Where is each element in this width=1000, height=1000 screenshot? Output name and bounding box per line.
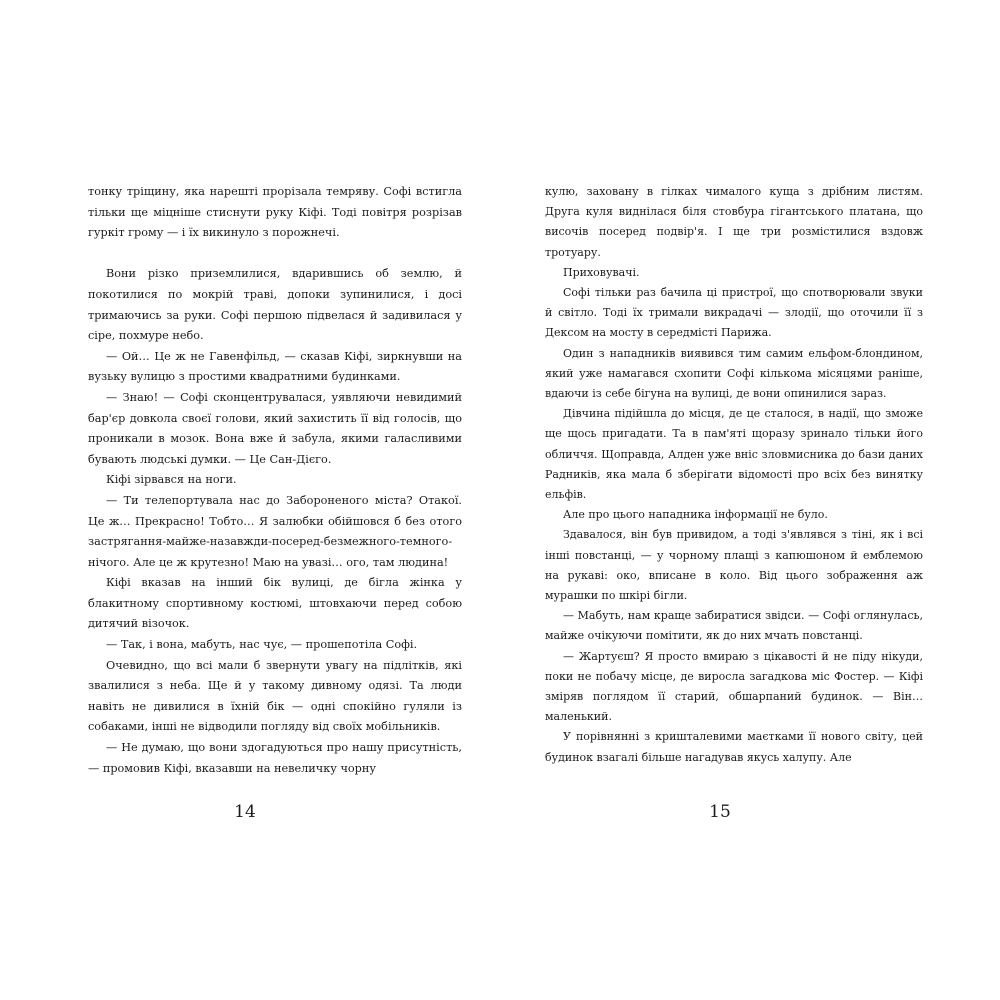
- page-number: 15: [709, 802, 731, 822]
- paragraph: Приховувачі.: [563, 265, 640, 279]
- paragraph: — Знаю! — Софі сконцентрувалася, уявляючи невидимий бар'єр довкола своєї голови, який захистить її від голосів, що проникали в мозок. Вона вже й забула, якими галасливими бувають людські думки. — Це Сан-Дієго.: [88, 390, 462, 466]
- paragraph: Один з нападників виявився тим самим ельфом-блондином, який уже намагався схопити Софі кількома місяцями раніше, вдаючи із себе бігуна на вулиці, де вони опинилися зараз.: [545, 346, 923, 401]
- paragraph: Софі тільки раз бачила ці пристрої, що спотворювали звуки й світло. Тоді їх тримали викрадачі — злодії, що оточили її з Дексом на мосту в середмісті Парижа.: [545, 286, 923, 340]
- paragraph: — Ой… Це ж не Гавенфільд, — сказав Кіфі, зиркнувши на вузьку вулицю з простими квадратними будинками.: [88, 349, 462, 384]
- paragraph: — Так, і вона, мабуть, нас чує, — прошепотіла Софі.: [106, 638, 418, 652]
- paragraph: — Не думаю, що вони здогадуються про нашу присутність, — промовив Кіфі, вказавши на невеличку чорну: [88, 741, 462, 775]
- left-page: [88, 182, 462, 779]
- page-number: 14: [234, 802, 256, 822]
- paragraph: Але про цього нападника інформації не було.: [563, 508, 828, 522]
- paragraph: Кіфі зірвався на ноги.: [106, 473, 237, 487]
- paragraph: Здавалося, він був привидом, а тоді з'являвся з тіні, як і всі інші повстанці, — у чорному плащі з капюшоном й емблемою на рукаві: око, вписане в коло. Від цього зображення аж мурашки по шкірі бігли.: [545, 528, 923, 603]
- paragraph: Вони різко приземлилися, вдарившись об землю, й покотилися по мокрій траві, допоки зупинилися, і досі тримаючись за руки. Софі першою підвелася й задивилася у сіре, похмуре небо.: [88, 267, 462, 343]
- paragraph: кулю, заховану в гілках чималого куща з дрібним листям. Друга куля виднілася біля стовбура гігантського платана, що височів посеред подвір'я. І ще три розмістилися вздовж тротуару.: [545, 185, 923, 259]
- paragraph: — Жартуєш? Я просто вмираю з цікавості й не піду нікуди, поки не побачу місце, де виросла загадкова міс Фостер. — Кіфі зміряв поглядом її старий, обшарпаний будинок. — Він… маленький.: [545, 649, 923, 724]
- right-page: [545, 182, 923, 768]
- paragraph: У порівнянні з кришталевими маєтками її нового світу, цей будинок взагалі більше нагадував якусь халупу. Але: [545, 730, 923, 764]
- paragraph: Очевидно, що всі мали б звернути увагу на підлітків, які звалилися з неба. Ще й у такому дивному одязі. Та люди навіть не дивилися в їхній бік — одні спокійно гуляли із собаками, інші не відводили погляду від своїх мобільників.: [88, 658, 462, 734]
- paragraph: тонку тріщину, яка нарешті прорізала темряву. Софі встигла тільки ще міцніше стиснути руку Кіфі. Тоді повітря розрізав гуркіт грому — і їх викинуло з порожнечі.: [88, 185, 462, 240]
- paragraph: Кіфі вказав на інший бік вулиці, де бігла жінка у блакитному спортивному костюмі, штовхаючи перед собою дитячий візочок.: [88, 576, 462, 631]
- paragraph: — Ти телепортувала нас до Забороненого міста? Отакої. Це ж… Прекрасно! Тобто… Я залюбки обійшовся б без отого застрягання-майже-назавжди-посеред-безмежного-темного-нічого. Але це ж крутезно! Маю на увазі… ого, там людина!: [88, 493, 462, 569]
- paragraph: Дівчина підійшла до місця, де це сталося, в надії, що зможе ще щось пригадати. Та в пам'яті щоразу зринало тільки його обличчя. Щоправда, Алден уже вніс зловмисника до бази даних Радників, яка мала б зберігати відомості про всіх без винятку ельфів.: [545, 407, 923, 502]
- paragraph: — Мабуть, нам краще забиратися звідси. — Софі оглянулась, майже очікуючи помітити, як до них мчать повстанці.: [545, 609, 923, 643]
